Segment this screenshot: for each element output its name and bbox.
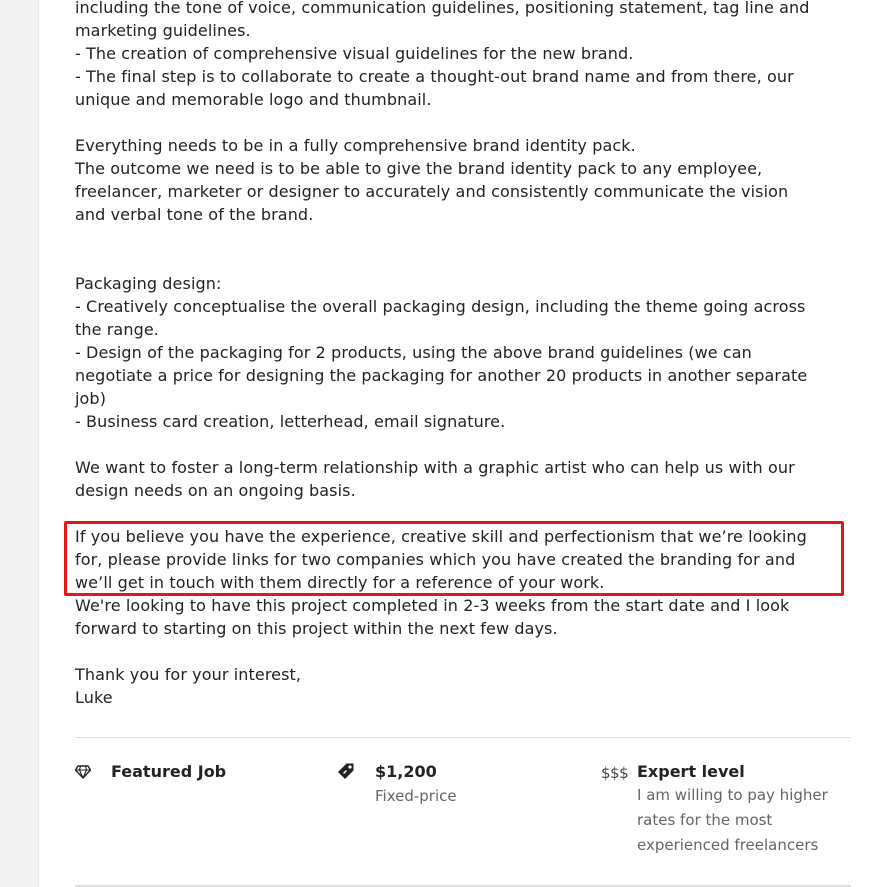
dollar-signs-icon: $$$ xyxy=(601,764,629,782)
paragraph-gap xyxy=(75,111,855,134)
desc-line: We want to foster a long-term relationship with a graphic artist who can help us with our xyxy=(75,458,795,477)
desc-line: forward to starting on this project within the next few days. xyxy=(75,619,558,638)
desc-line: We're looking to have this project completed in 2-3 weeks from the start date and I look xyxy=(75,596,790,615)
desc-line: - Design of the packaging for 2 products, using the above brand guidelines (we can xyxy=(75,343,752,362)
desc-line: - The creation of comprehensive visual guidelines for the new brand. xyxy=(75,44,634,63)
desc-line: job) xyxy=(75,389,107,408)
price-type: Fixed-price xyxy=(375,787,457,805)
featured-job xyxy=(111,761,226,783)
experience-level-desc: experienced freelancers xyxy=(637,836,819,854)
left-gutter xyxy=(0,0,38,887)
desc-line: including the tone of voice, communication guidelines, positioning statement, tag line and xyxy=(75,0,810,17)
desc-line: - Creatively conceptualise the overall packaging design, including the theme going across xyxy=(75,297,806,316)
section-divider xyxy=(75,737,851,738)
experience-level xyxy=(637,761,857,858)
job-description-text xyxy=(75,0,855,709)
featured-job-label: Featured Job xyxy=(111,762,227,781)
desc-line: we’ll get in touch with them directly for a reference of your work. xyxy=(75,573,605,592)
desc-line: negotiate a price for designing the packaging for another 20 products in another separate xyxy=(75,366,808,385)
paragraph-gap xyxy=(75,640,855,663)
desc-line: The outcome we need is to be able to give the brand identity pack to any employee, xyxy=(75,159,763,178)
experience-level-desc: rates for the most xyxy=(637,811,773,829)
price xyxy=(375,761,457,807)
desc-line: Luke xyxy=(75,688,113,707)
experience-level-title: Expert level xyxy=(637,762,745,781)
desc-line: Everything needs to be in a fully comprehensive brand identity pack. xyxy=(75,136,636,155)
desc-line: Packaging design: xyxy=(75,274,222,293)
price-value: $1,200 xyxy=(375,762,437,781)
desc-line: and verbal tone of the brand. xyxy=(75,205,314,224)
desc-line: If you believe you have the experience, creative skill and perfectionism that we’re looking xyxy=(75,527,807,546)
desc-line: marketing guidelines. xyxy=(75,21,251,40)
desc-line: - The final step is to collaborate to create a thought-out brand name and from there, our xyxy=(75,67,794,86)
diamond-icon xyxy=(73,762,93,782)
highlight-box xyxy=(64,521,844,596)
desc-line: for, please provide links for two companies which you have created the branding for and xyxy=(75,550,796,569)
paragraph-gap xyxy=(75,433,855,456)
desc-line: unique and memorable logo and thumbnail. xyxy=(75,90,432,109)
paragraph-gap xyxy=(75,226,855,272)
experience-level-desc: I am willing to pay higher xyxy=(637,786,828,804)
desc-line: - Business card creation, letterhead, email signature. xyxy=(75,412,506,431)
price-tag-icon xyxy=(336,761,356,781)
desc-line: the range. xyxy=(75,320,159,339)
desc-line: Thank you for your interest, xyxy=(75,665,302,684)
desc-line: design needs on an ongoing basis. xyxy=(75,481,356,500)
desc-line: freelancer, marketer or designer to accurately and consistently communicate the vision xyxy=(75,182,789,201)
